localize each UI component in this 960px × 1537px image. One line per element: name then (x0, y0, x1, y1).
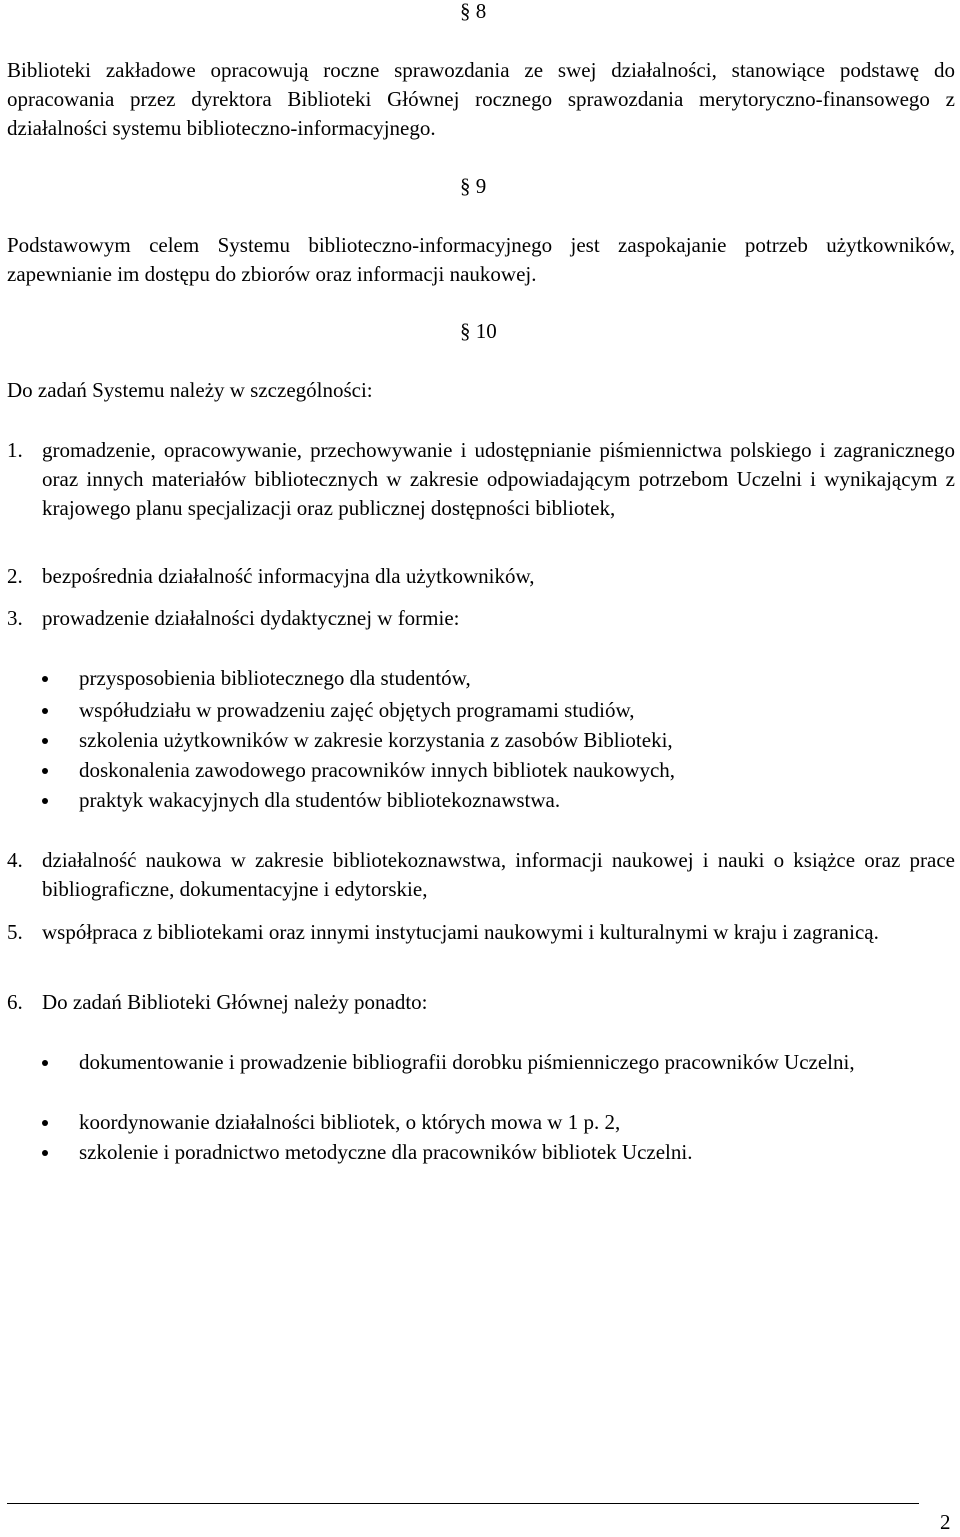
section-10-intro: Do zadań Systemu należy w szczególności: (7, 378, 373, 402)
bullet-item-text: koordynowanie działalności bibliotek, o których mowa w 1 p. 2, (79, 1110, 621, 1134)
bullet-icon (42, 1060, 48, 1066)
list-item (7, 562, 955, 591)
list-item-text: bezpośrednia działalność informacyjna dla użytkowników, (42, 564, 535, 588)
page-number: 2 (940, 1510, 951, 1534)
list-item-text: gromadzenie, opracowywanie, przechowywanie i udostępnianie piśmiennictwa polskiego i zagranicznego oraz innych materiałów bibliotecznych w zakresie odpowiadającym potrzebom Uczelni i wynikającym z krajowego planu specjalizacji oraz publicznej dostępności bibliotek, (42, 438, 955, 520)
bullet-item (42, 726, 956, 755)
list-item-number: 3. (7, 606, 23, 630)
bullet-icon (42, 1120, 48, 1126)
list-item-text: Do zadań Biblioteki Głównej należy ponadto: (42, 990, 428, 1014)
bullet-item-text: szkolenia użytkowników w zakresie korzystania z zasobów Biblioteki, (79, 728, 673, 752)
section-8-paragraph: Biblioteki zakładowe opracowują roczne sprawozdania ze swej działalności, stanowiące podstawę do opracowania przez dyrektora Biblioteki Głównej rocznego sprawozdania merytoryczno-finansowego z działalności systemu biblioteczno-informacyjnego. (7, 58, 955, 140)
section-10-heading: § 10 (460, 319, 497, 343)
list-item (7, 604, 955, 633)
list-item-text: prowadzenie działalności dydaktycznej w formie: (42, 606, 460, 630)
bullet-icon (42, 738, 48, 744)
list-item (7, 988, 955, 1017)
section-9-heading: § 9 (460, 174, 487, 198)
list-item-number: 5. (7, 920, 23, 944)
bullet-item-text: współudziału w prowadzeniu zajęć objętych programami studiów, (79, 698, 635, 722)
section-8-heading: § 8 (460, 0, 487, 23)
list-item (7, 436, 955, 523)
footer-divider (7, 1503, 919, 1504)
bullet-item (42, 1048, 956, 1077)
list-item (7, 918, 955, 947)
list-item-text: działalność naukowa w zakresie bibliotekoznawstwa, informacji naukowej i nauki o książce oraz prace bibliograficzne, dokumentacyjne i edytorskie, (42, 848, 955, 901)
list-item-text: współpraca z bibliotekami oraz innymi instytucjami naukowymi i kulturalnymi w kraju i zagranicą. (42, 920, 879, 944)
bullet-icon (42, 1150, 48, 1156)
bullet-item (42, 1138, 956, 1167)
bullet-item (42, 664, 956, 693)
bullet-item (42, 756, 956, 785)
bullet-item (42, 786, 956, 815)
section-9-paragraph: Podstawowym celem Systemu biblioteczno-informacyjnego jest zaspokajanie potrzeb użytkowników, zapewnianie im dostępu do zbiorów oraz informacji naukowej. (7, 233, 955, 286)
bullet-item (42, 696, 956, 725)
bullet-item-text: praktyk wakacyjnych dla studentów bibliotekoznawstwa. (79, 788, 561, 812)
list-item-number: 4. (7, 848, 23, 872)
bullet-icon (42, 798, 48, 804)
list-item-number: 1. (7, 438, 23, 462)
list-item (7, 846, 955, 904)
bullet-item-text: szkolenie i poradnictwo metodyczne dla pracowników bibliotek Uczelni. (79, 1140, 693, 1164)
bullet-icon (42, 768, 48, 774)
list-item-number: 2. (7, 564, 23, 588)
list-item-number: 6. (7, 990, 23, 1014)
bullet-icon (42, 676, 48, 682)
bullet-item-text: doskonalenia zawodowego pracowników innych bibliotek naukowych, (79, 758, 676, 782)
bullet-item-text: przysposobienia bibliotecznego dla studentów, (79, 666, 471, 690)
bullet-item-text: dokumentowanie i prowadzenie bibliografii dorobku piśmienniczego pracowników Uczelni, (79, 1050, 855, 1074)
bullet-icon (42, 708, 48, 714)
bullet-item (42, 1108, 956, 1137)
